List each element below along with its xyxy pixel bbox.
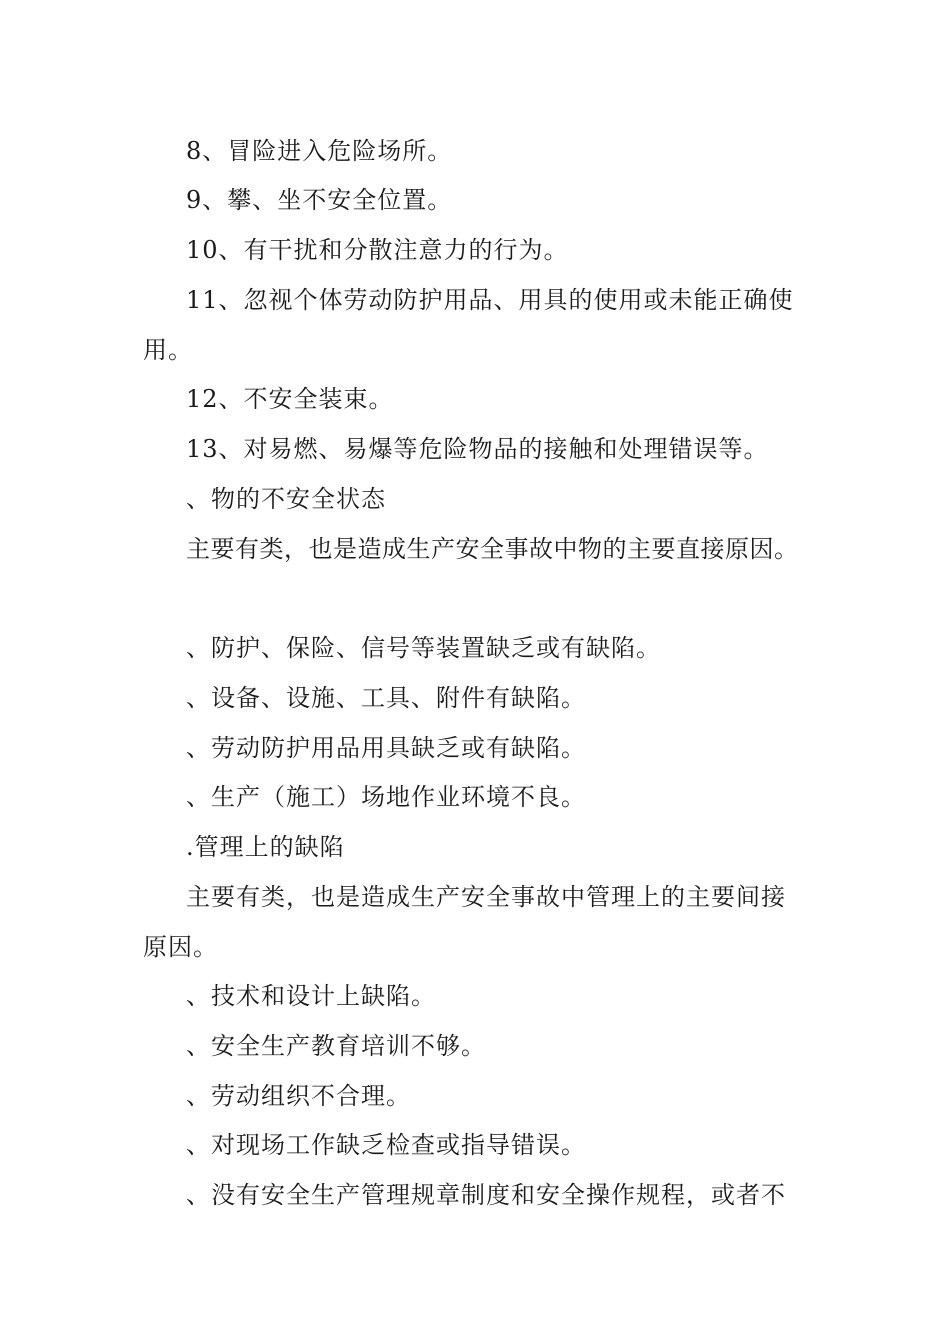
text-line: 、技术和设计上缺陷。: [186, 982, 436, 1010]
section-heading: 、物的不安全状态: [186, 485, 386, 513]
text-line: 13、对易燃、易爆等危险物品的接触和处理错误等。: [186, 435, 769, 463]
section-heading: .管理上的缺陷: [186, 833, 345, 861]
text-line: 8、冒险进入危险场所。: [186, 137, 453, 165]
text-line: 主要有类，也是造成生产安全事故中管理上的主要间接: [186, 883, 786, 911]
text-line: 用。: [143, 336, 193, 364]
text-line: 原因。: [143, 933, 218, 961]
text-line: 11、忽视个体劳动防护用品、用具的使用或未能正确使: [186, 286, 794, 314]
text-line: 、对现场工作缺乏检查或指导错误。: [186, 1131, 586, 1159]
text-line: 9、攀、坐不安全位置。: [186, 186, 453, 214]
text-line: 、防护、保险、信号等装置缺乏或有缺陷。: [186, 634, 661, 662]
text-line: 、劳动防护用品用具缺乏或有缺陷。: [186, 734, 586, 762]
text-line: 、设备、设施、工具、附件有缺陷。: [186, 684, 586, 712]
text-line: 10、有干扰和分散注意力的行为。: [186, 236, 569, 264]
text-line: 、没有安全生产管理规章制度和安全操作规程，或者不: [186, 1181, 786, 1209]
text-line: 、生产（施工）场地作业环境不良。: [186, 783, 586, 811]
text-line: 12、不安全装束。: [186, 385, 394, 413]
text-line: 、劳动组织不合理。: [186, 1082, 411, 1110]
text-line: 、安全生产教育培训不够。: [186, 1032, 486, 1060]
text-line: 主要有类，也是造成生产安全事故中物的主要直接原因。: [186, 535, 799, 563]
